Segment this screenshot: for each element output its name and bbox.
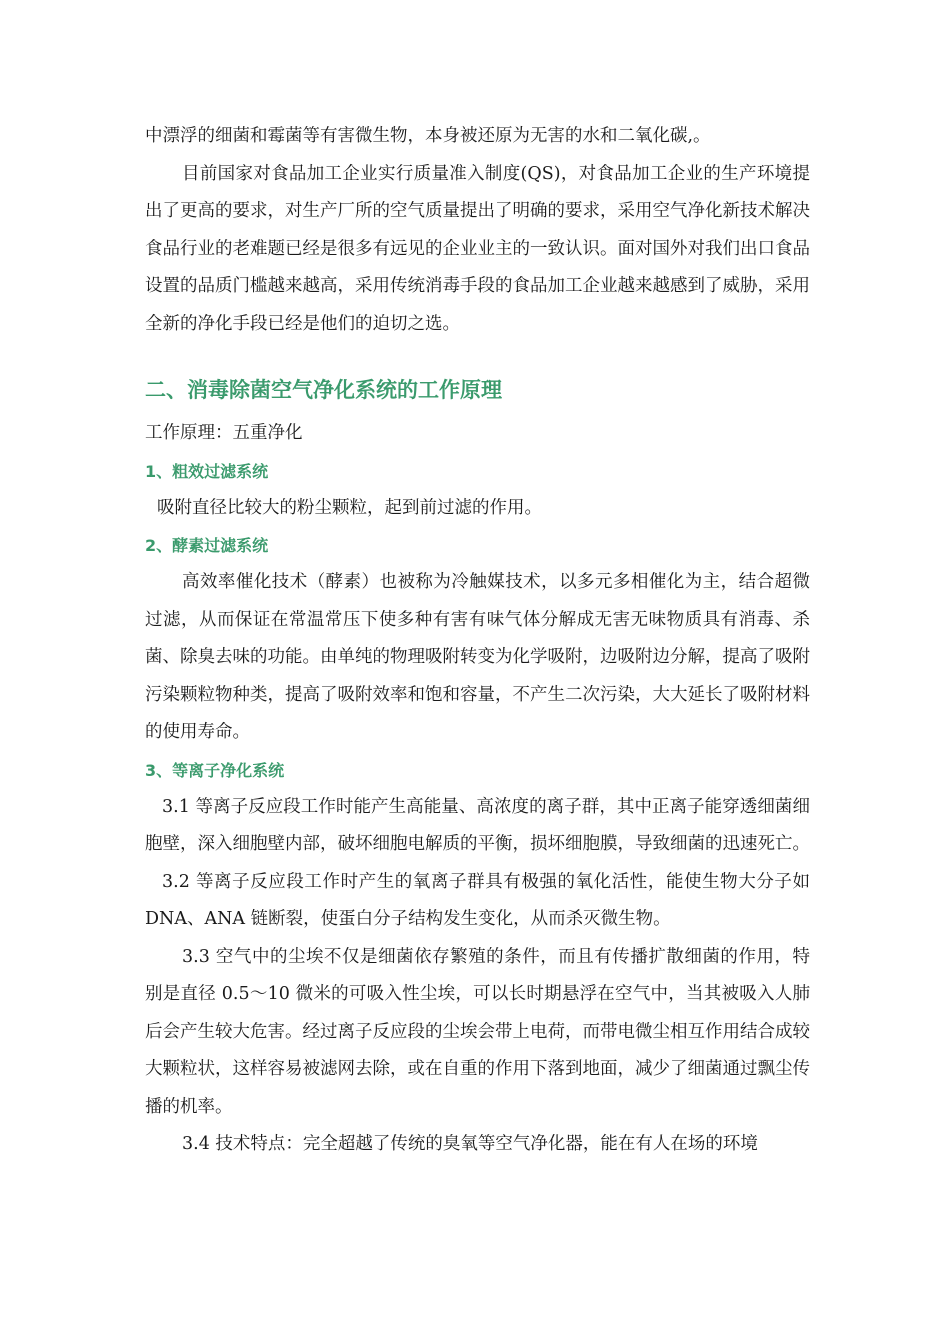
plasma-paragraph-3-1: 3.1 等离子反应段工作时能产生高能量、高浓度的离子群，其中正离子能穿透细菌细胞壁，深入细胞壁内部，破坏细胞电解质的平衡，损坏细胞膜，导致细菌的迅速死亡。	[145, 796, 810, 854]
intro-paragraph-1: 中漂浮的细菌和霉菌等有害微生物，本身被还原为无害的水和二氧化碳,。	[145, 126, 711, 146]
plasma-paragraph-3-3: 3.3 空气中的尘埃不仅是细菌依存繁殖的条件，而且有传播扩散细菌的作用，特别是直径 0.5～10 微米的可吸入性尘埃，可以长时期悬浮在空气中，当其被吸入人肺后会产生较大危害。经过离子反应段的尘埃会带上电荷，而带电微尘相互作用结合成较大颗粒状，这样容易被滤网去除，或在自重的作用下落到地面，减少了细菌通过飘尘传播的机率。	[145, 946, 810, 1117]
document-page	[145, 118, 810, 1164]
subsection-title-1: 1、粗效过滤系统	[145, 461, 269, 481]
subsection-title-2: 2、酵素过滤系统	[145, 536, 269, 555]
section-heading: 二、消毒除菌空气净化系统的工作原理	[145, 378, 502, 402]
plasma-paragraph-3-4: 3.4 技术特点：完全超越了传统的臭氧等空气净化器，能在有人在场的环境	[182, 1134, 758, 1154]
subsection-title-3: 3、等离子净化系统	[145, 760, 285, 780]
subsection-text-2: 高效率催化技术（酵素）也被称为冷触媒技术，以多元多相催化为主，结合超微过滤，从而保证在常温常压下使多种有害有味气体分解成无害无味物质具有消毒、杀菌、除臭去味的功能。由单纯的物理吸附转变为化学吸附，边吸附边分解，提高了吸附污染颗粒物种类，提高了吸附效率和饱和容量，不产生二次污染，大大延长了吸附材料的使用寿命。	[145, 572, 810, 742]
principle-lead: 工作原理：五重净化	[145, 423, 303, 443]
subsection-text-1: 吸附直径比较大的粉尘颗粒，起到前过滤的作用。	[157, 497, 542, 518]
plasma-paragraph-3-2: 3.2 等离子反应段工作时产生的氧离子群具有极强的氧化活性，能使生物大分子如 DNA、ANA 链断裂，使蛋白分子结构发生变化，从而杀灭微生物。	[145, 871, 810, 929]
intro-paragraph-2: 目前国家对食品加工企业实行质量准入制度(QS)，对食品加工企业的生产环境提出了更高的要求，对生产厂所的空气质量提出了明确的要求，采用空气净化新技术解决食品行业的老难题已经是很多有远见的企业业主的一致认识。面对国外对我们出口食品设置的品质门槛越来越高，采用传统消毒手段的食品加工企业越来越感到了威胁，采用全新的净化手段已经是他们的迫切之选。	[145, 163, 810, 334]
